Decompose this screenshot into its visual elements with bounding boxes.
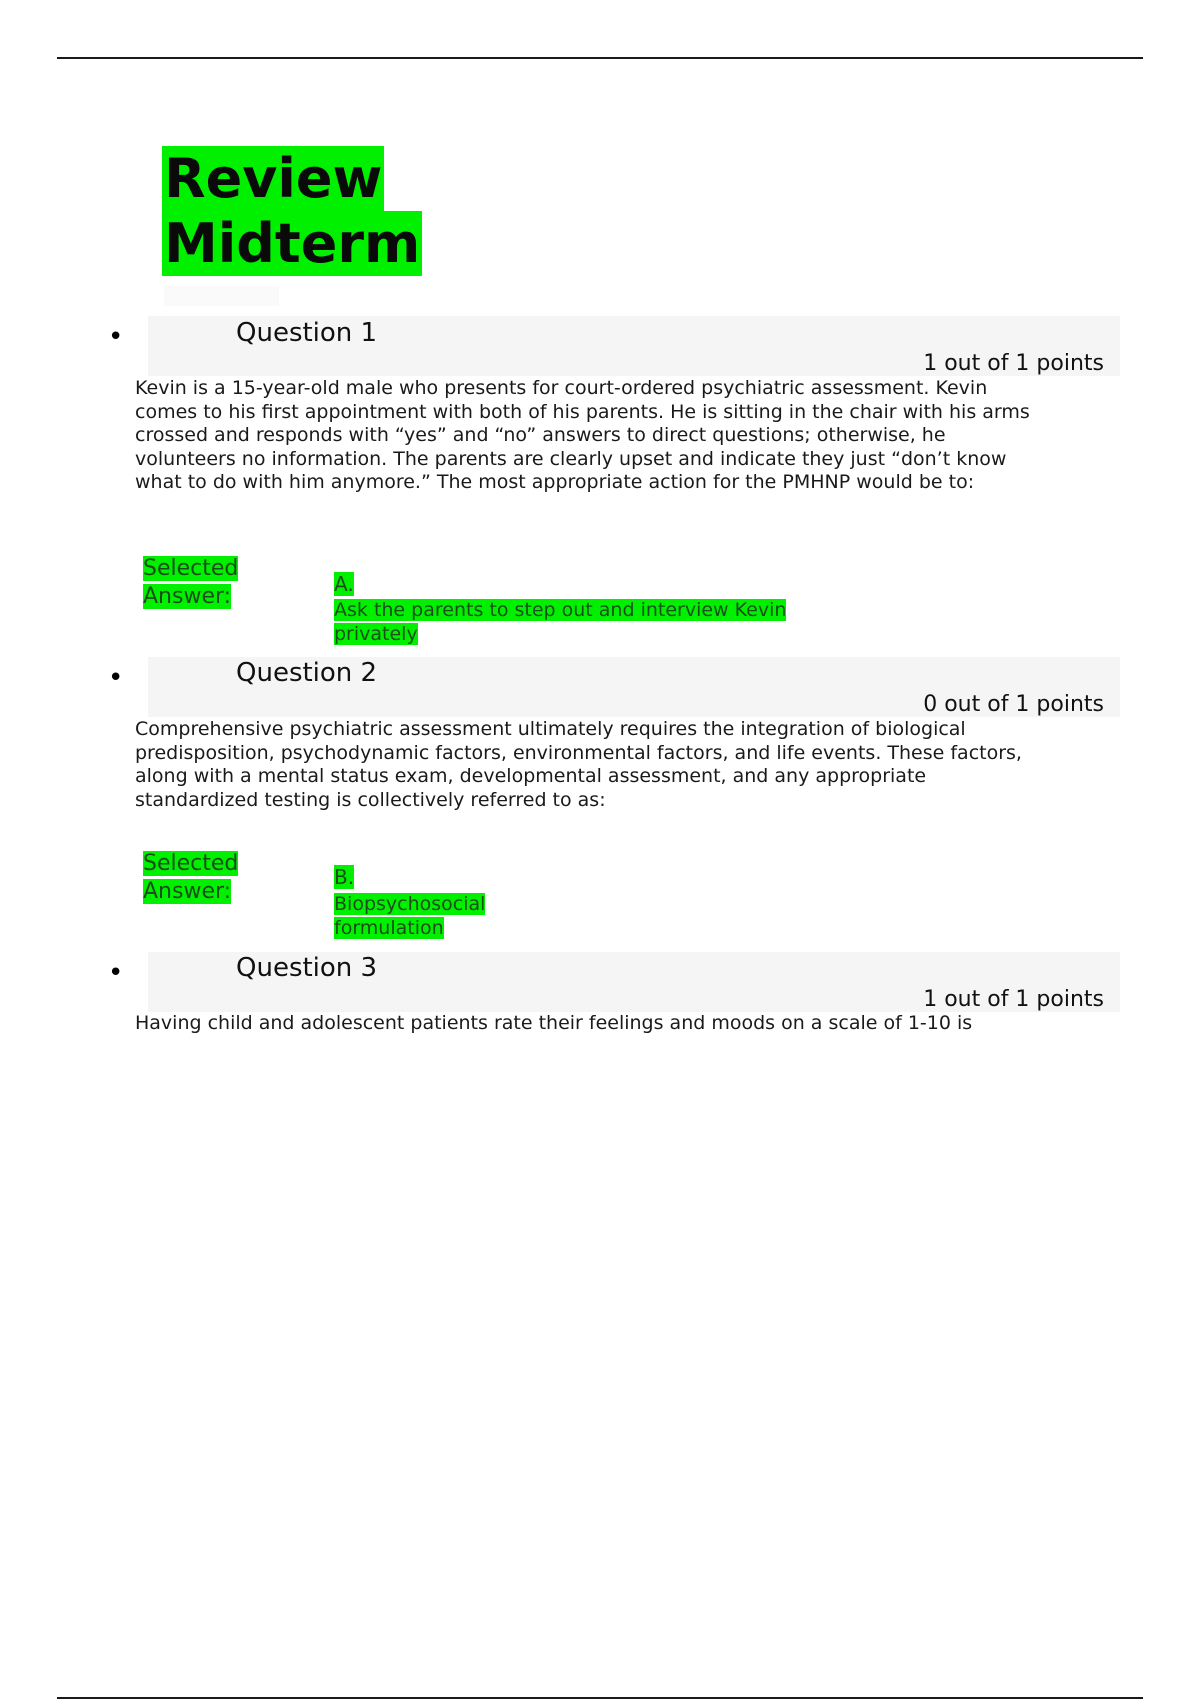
question-2-points: 0 out of 1 points	[923, 692, 1104, 717]
answer-letter-text: B.	[334, 865, 355, 889]
bullet-icon: •	[108, 663, 124, 693]
question-1-title: Question 1	[236, 318, 378, 348]
question-3-title: Question 3	[236, 953, 378, 983]
document-title-line-2: Midterm	[164, 212, 421, 275]
question-3-points: 1 out of 1 points	[923, 987, 1104, 1012]
bullet-icon: •	[108, 958, 124, 988]
question-2-text: Comprehensive psychiatric assessment ultimately requires the integration of biological predisposition, psychodynamic factors, environmental factors, and life events. These factors, along with a mental status exam, developmental assessment, and any appropriate standardized testing is collectively referred to as:	[135, 718, 1022, 811]
bottom-rule	[57, 1697, 1143, 1699]
question-2-answer-label	[143, 850, 253, 906]
document-title	[162, 146, 422, 276]
answer-label-line-2: Answer:	[143, 879, 232, 904]
question-2-selected-answer	[334, 892, 485, 940]
question-3-text: Having child and adolescent patients rate their feelings and moods on a scale of 1-10 is	[135, 1012, 973, 1034]
top-rule	[57, 57, 1143, 59]
question-1-answer-letter	[334, 571, 354, 597]
question-1-points: 1 out of 1 points	[923, 351, 1104, 376]
answer-line-1: Ask the parents to step out and interview Kevin	[334, 599, 787, 621]
question-2-title: Question 2	[236, 658, 378, 688]
answer-label-line-1: Selected	[143, 851, 239, 876]
bullet-icon: •	[108, 322, 124, 352]
answer-label-line-2: Answer:	[143, 584, 232, 609]
title-shadow-block	[164, 286, 279, 306]
answer-label-line-1: Selected	[143, 556, 239, 581]
question-1-text: Kevin is a 15-year-old male who presents for court-ordered psychiatric assessment. Kevin comes to his first appointment with both of his parents. He is sitting in the chair with his arms crossed and responds with “yes” and “no” answers to direct questions; otherwise, he volunteers no information. The parents are clearly upset and indicate they just “don’t know what to do with him anymore.” The most appropriate action for the PMHNP would be to:	[135, 377, 1030, 493]
answer-line-1: Biopsychosocial	[334, 893, 486, 915]
answer-line-2: formulation	[334, 917, 444, 939]
question-1-selected-answer	[334, 598, 786, 646]
answer-letter-text: A.	[334, 572, 354, 596]
answer-line-2: privately	[334, 623, 418, 645]
question-1-answer-label	[143, 555, 253, 611]
question-2-answer-letter	[334, 864, 354, 890]
document-title-line-1: Review	[164, 147, 383, 210]
